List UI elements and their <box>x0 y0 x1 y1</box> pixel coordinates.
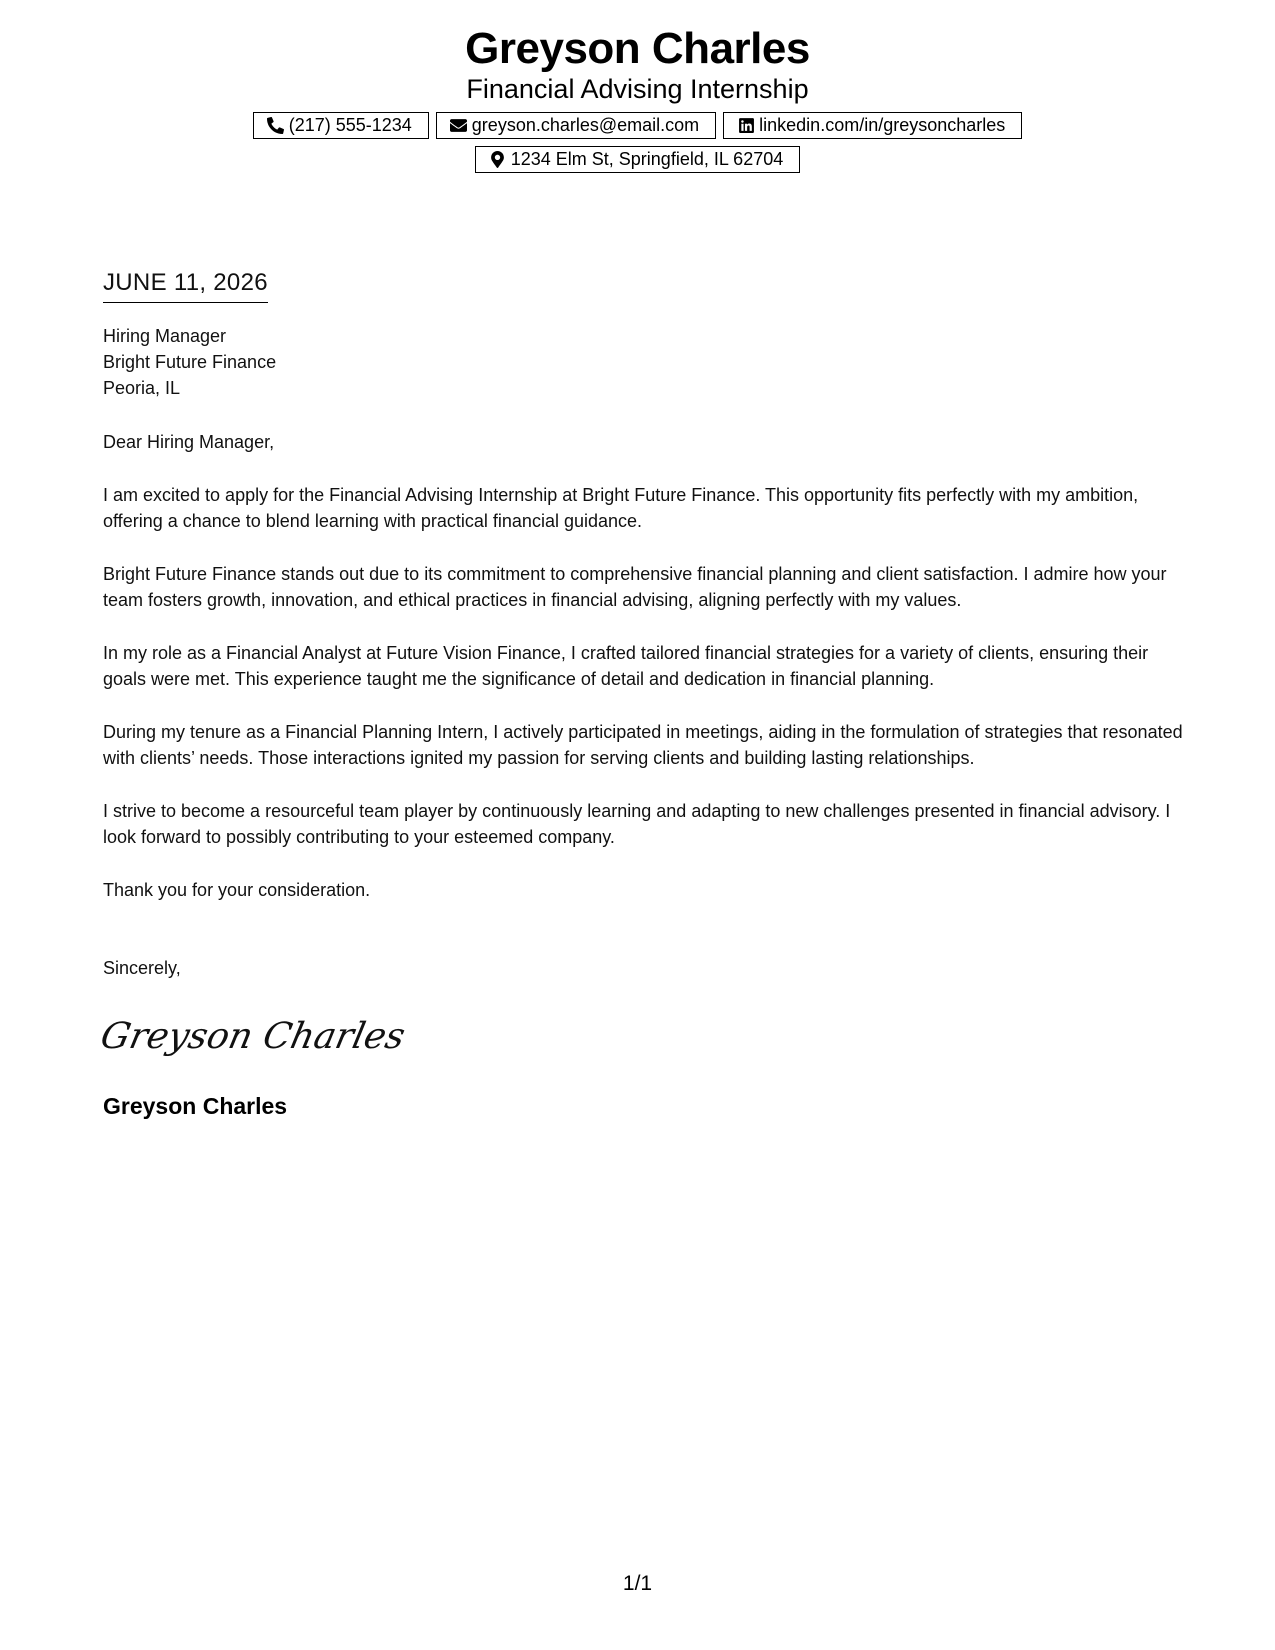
signed-name: Greyson Charles <box>103 1092 288 1119</box>
letter-date: JUNE 11, 2026 <box>103 268 268 303</box>
handwritten-signature <box>97 1010 410 1060</box>
email-text: greyson.charles@email.com <box>471 115 700 135</box>
signoff: Sincerely, <box>103 958 181 978</box>
recipient-block <box>103 323 1183 401</box>
body-paragraph: Bright Future Finance stands out due to its commitment to comprehensive financial planning and client satisfaction. I admire how your team fosters growth, innovation, and ethical practices in financial advising, aligning perfectly with my values. <box>103 563 1167 610</box>
recipient-company: Bright Future Finance <box>103 352 277 372</box>
closing-line: Thank you for your consideration. <box>103 879 371 900</box>
contact-row-address <box>0 146 1275 173</box>
body-paragraph: In my role as a Financial Analyst at Future Vision Finance, I crafted tailored financial strategies for a variety of clients, ensuring their goals were met. This experience taught me the significance of detail and dedication in financial planning. <box>103 642 1149 689</box>
address-contact <box>475 146 801 173</box>
letter-body <box>97 268 1183 1120</box>
job-title: Financial Advising Internship <box>466 74 809 104</box>
envelope-icon <box>449 116 469 136</box>
linkedin-contact[interactable] <box>723 112 1022 139</box>
signature-glyphs: Greyson Charles <box>97 1013 410 1057</box>
phone-icon <box>266 116 286 136</box>
map-pin-icon <box>488 150 508 170</box>
salutation: Dear Hiring Manager, <box>103 432 275 452</box>
contact-row <box>0 112 1275 139</box>
body-paragraph: I strive to become a resourceful team player by continuously learning and adapting to new challenges presented in financial advisory. I look forward to possibly contributing to your esteemed company. <box>103 800 1171 847</box>
page-number: 1/1 <box>622 1572 653 1595</box>
linkedin-icon <box>736 116 756 136</box>
body-paragraph: I am excited to apply for the Financial Advising Internship at Bright Future Finance. This opportunity fits perfectly with my ambition, offering a chance to blend learning with practical financial guidance. <box>103 484 1139 531</box>
letter-header <box>0 24 1275 173</box>
email-contact[interactable] <box>436 112 716 139</box>
applicant-name: Greyson Charles <box>465 24 810 73</box>
recipient-location: Peoria, IL <box>103 378 181 398</box>
phone-contact[interactable] <box>253 112 429 139</box>
body-paragraph: During my tenure as a Financial Planning Intern, I actively participated in meetings, aiding in the formulation of strategies that resonated with clients’ needs. Those interactions ignited my passion for serving clients and building lasting relationships. <box>103 721 1183 768</box>
phone-text: (217) 555-1234 <box>288 115 412 135</box>
recipient-name: Hiring Manager <box>103 326 227 346</box>
linkedin-text: linkedin.com/in/greysoncharles <box>759 115 1006 135</box>
address-text: 1234 Elm St, Springfield, IL 62704 <box>510 149 784 169</box>
